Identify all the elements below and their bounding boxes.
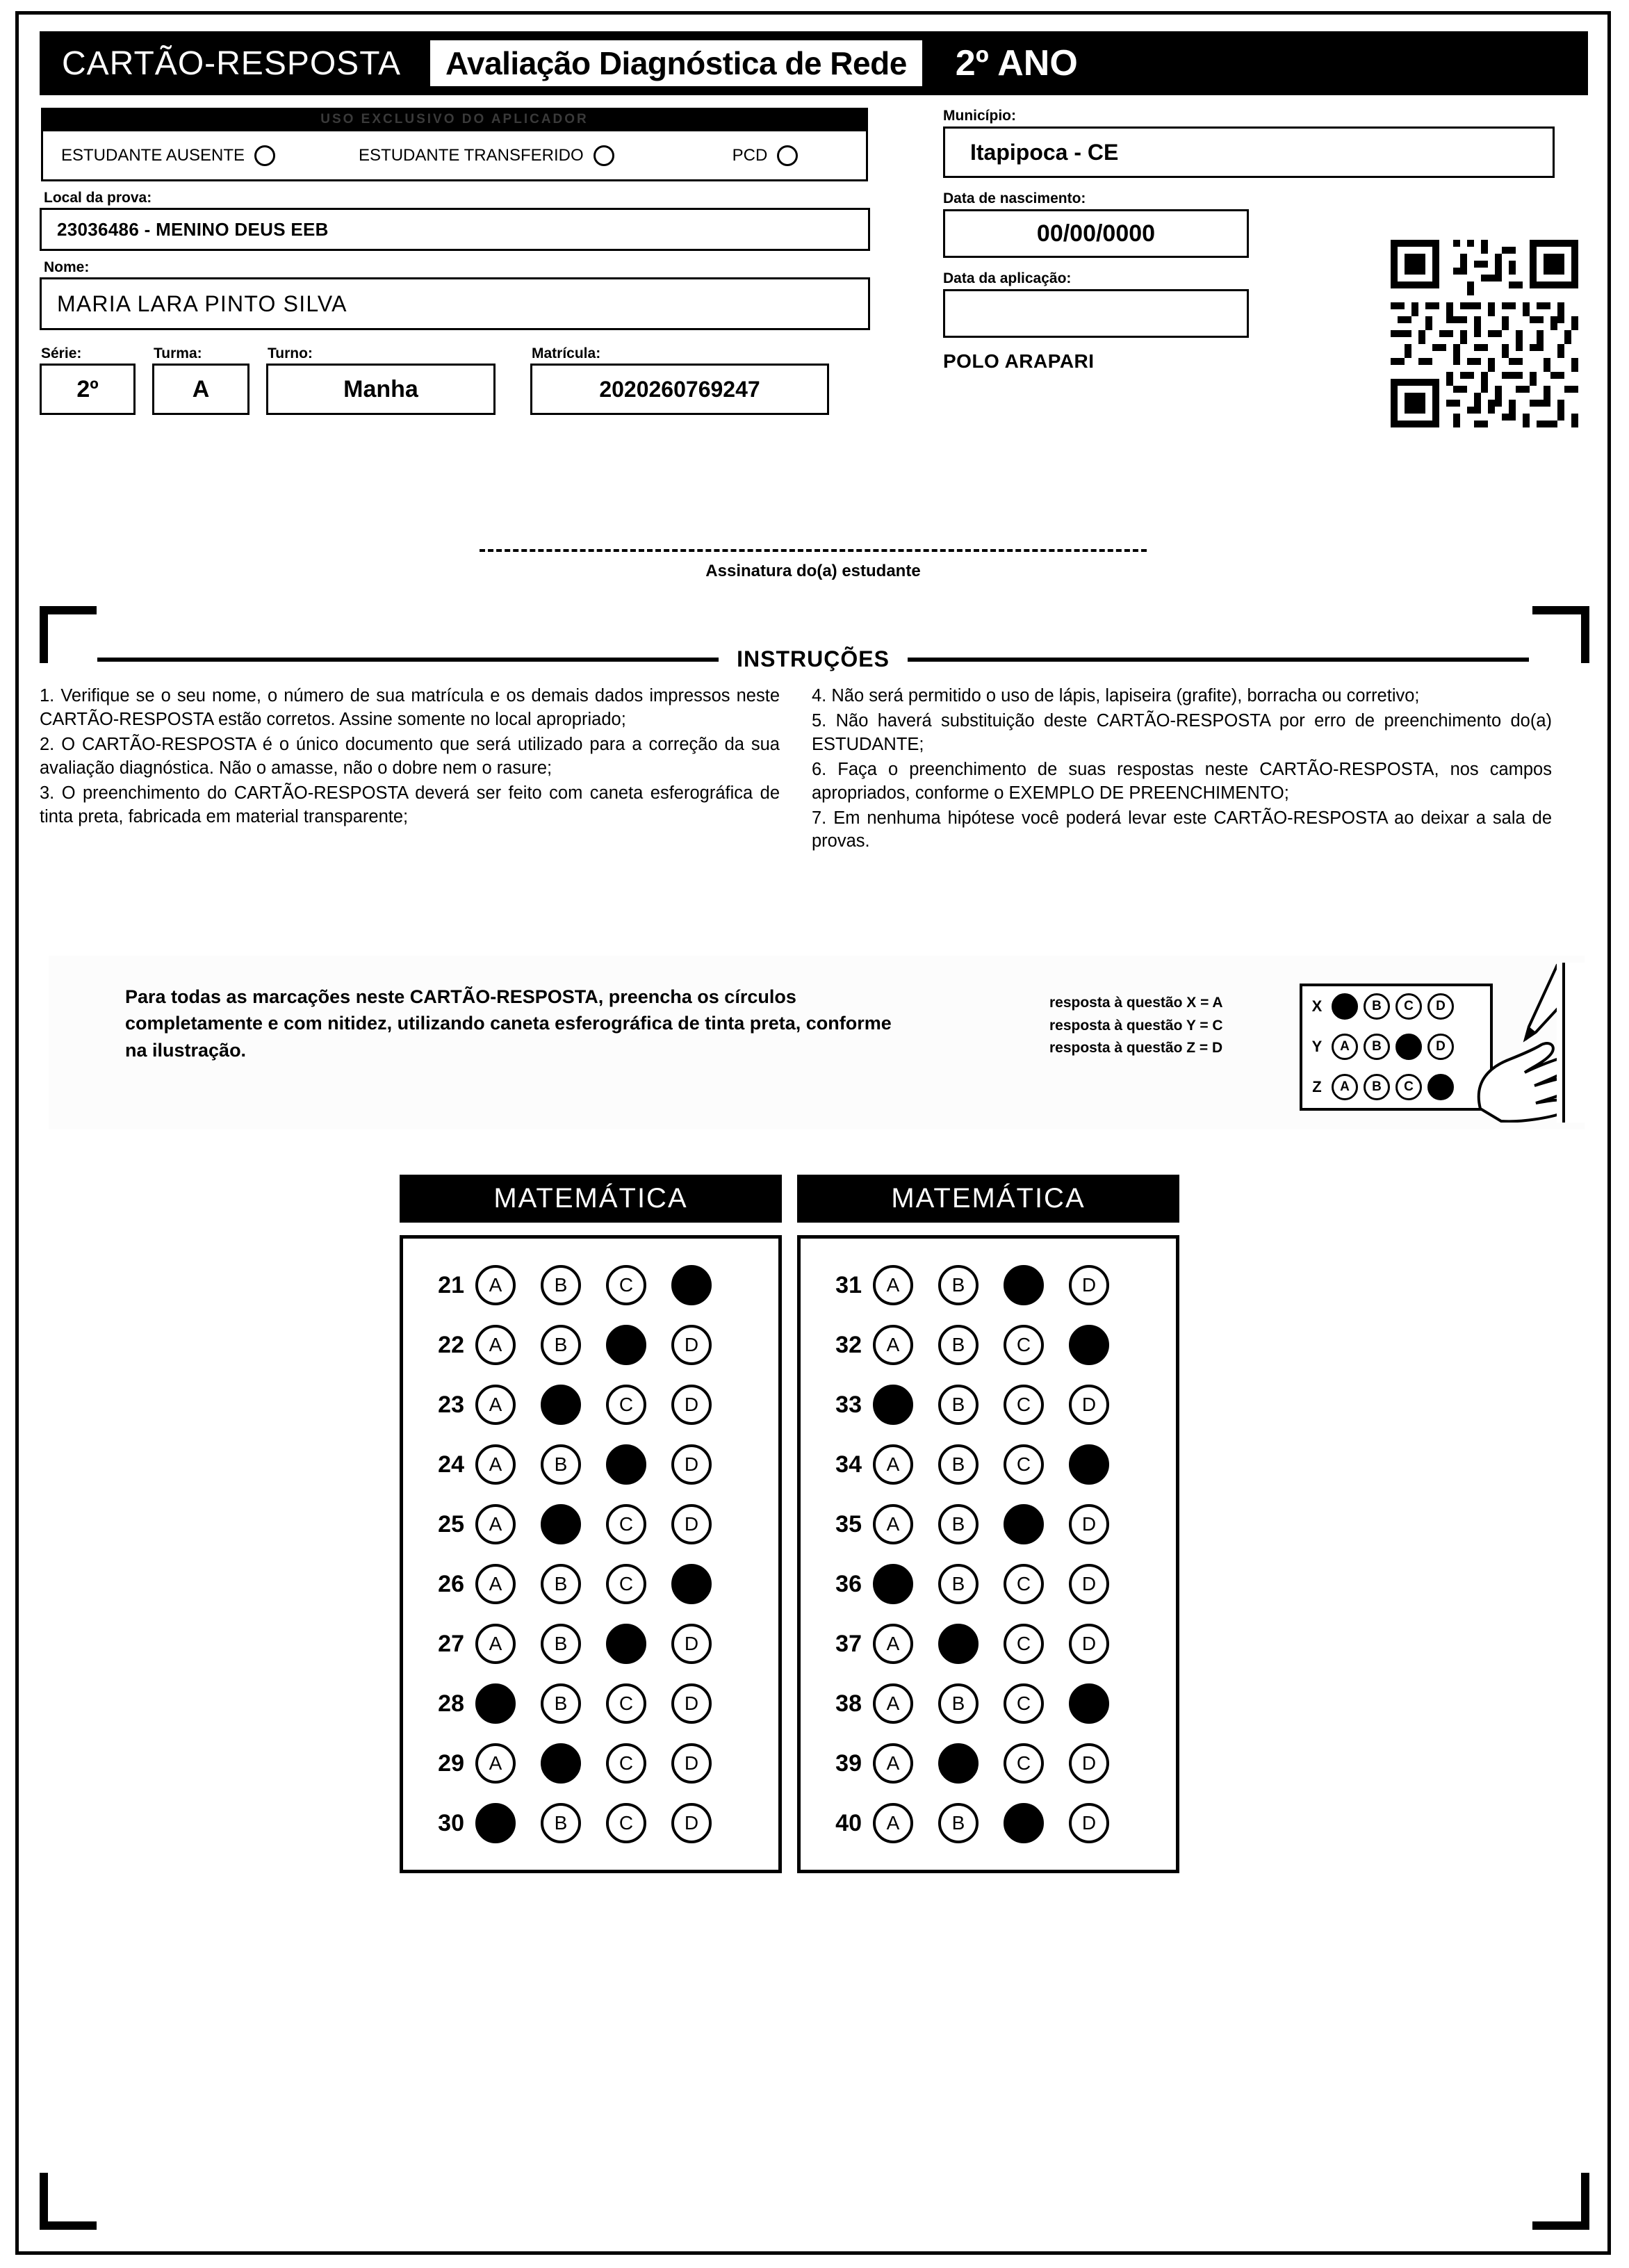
- answer-bubble-c[interactable]: C: [1004, 1444, 1044, 1485]
- answer-bubble-b[interactable]: B: [938, 1385, 979, 1425]
- serie-value: 2º: [40, 364, 136, 415]
- answer-bubble-b[interactable]: B: [541, 1564, 581, 1604]
- answer-row[interactable]: [403, 1674, 778, 1733]
- answer-bubble-c[interactable]: C: [1004, 1564, 1044, 1604]
- answer-bubble-b[interactable]: B: [541, 1265, 581, 1305]
- question-number: 34: [835, 1451, 862, 1478]
- answer-bubble-d[interactable]: D: [671, 1504, 712, 1544]
- answer-bubble-c[interactable]: C: [1004, 1325, 1044, 1365]
- answer-bubble-a[interactable]: [873, 1564, 913, 1604]
- answer-bubble-b[interactable]: [541, 1385, 581, 1425]
- page-header: [40, 31, 1588, 95]
- question-number: 32: [835, 1331, 862, 1358]
- answer-bubble-c[interactable]: C: [1004, 1385, 1044, 1425]
- answer-bubble-c[interactable]: C: [606, 1683, 646, 1724]
- answer-bubble-a[interactable]: A: [475, 1265, 516, 1305]
- transferred-checkbox-group[interactable]: [359, 145, 614, 166]
- instructions-column-right: [812, 685, 1552, 855]
- answer-bubble-b[interactable]: B: [541, 1803, 581, 1843]
- student-info-left: [40, 108, 914, 415]
- answer-bubble-a[interactable]: A: [873, 1683, 913, 1724]
- answer-block-1: [400, 1175, 782, 1873]
- pcd-checkbox-group[interactable]: [732, 145, 799, 166]
- question-number: 25: [438, 1510, 464, 1537]
- matricula-group: [530, 337, 829, 415]
- nome-label: Nome:: [44, 259, 90, 275]
- answer-bubble-c[interactable]: C: [606, 1385, 646, 1425]
- turma-value: A: [152, 364, 249, 415]
- answer-bubble-d[interactable]: [1069, 1325, 1109, 1365]
- question-number: 39: [835, 1749, 862, 1777]
- transferred-label: ESTUDANTE TRANSFERIDO: [359, 145, 584, 165]
- example-bubble: A: [1332, 1074, 1358, 1100]
- answer-bubble-c[interactable]: [606, 1444, 646, 1485]
- transferred-bubble[interactable]: [594, 145, 614, 166]
- turma-group: [152, 337, 249, 415]
- answer-bubble-b[interactable]: B: [541, 1444, 581, 1485]
- answer-bubble-d[interactable]: D: [1069, 1504, 1109, 1544]
- answer-bubble-a[interactable]: A: [475, 1624, 516, 1664]
- answer-bubble-c[interactable]: C: [1004, 1624, 1044, 1664]
- municipio-field: [943, 127, 1555, 178]
- question-number: 31: [835, 1271, 862, 1298]
- question-number: 29: [438, 1749, 464, 1777]
- instruction-item: 7. Em nenhuma hipótese você poderá levar este CARTÃO-RESPOSTA ao deixar a sala de provas.: [812, 808, 1552, 851]
- municipio-label: Município:: [943, 108, 1016, 124]
- applicator-bar: USO EXCLUSIVO DO APLICADOR: [41, 108, 868, 131]
- pcd-bubble[interactable]: [777, 145, 798, 166]
- answer-bubble-a[interactable]: A: [873, 1504, 913, 1544]
- answer-row[interactable]: [403, 1554, 778, 1614]
- hand-with-pen-icon: [1452, 963, 1591, 1123]
- applicator-checkboxes: [41, 131, 868, 181]
- answer-row[interactable]: [801, 1435, 1176, 1494]
- small-fields-row: [40, 337, 914, 415]
- turma-label: Turma:: [154, 345, 202, 361]
- answer-block-title: MATEMÁTICA: [400, 1175, 782, 1223]
- answer-bubble-d[interactable]: D: [671, 1803, 712, 1843]
- answer-row[interactable]: [403, 1494, 778, 1554]
- answer-bubble-d[interactable]: D: [671, 1683, 712, 1724]
- header-exam-title: Avaliação Diagnóstica de Rede: [430, 40, 922, 86]
- answer-bubble-a[interactable]: [475, 1803, 516, 1843]
- answer-bubble-c[interactable]: C: [606, 1504, 646, 1544]
- absent-bubble[interactable]: [254, 145, 275, 166]
- question-number: 40: [835, 1809, 862, 1836]
- example-bubble: D: [1427, 993, 1454, 1020]
- answer-bubble-a[interactable]: [873, 1385, 913, 1425]
- answer-bubble-d[interactable]: [1069, 1444, 1109, 1485]
- answer-bubble-b[interactable]: [541, 1743, 581, 1784]
- answer-bubble-c[interactable]: C: [606, 1743, 646, 1784]
- answer-bubble-a[interactable]: A: [873, 1325, 913, 1365]
- instructions-header: [97, 646, 1529, 672]
- question-number: 27: [438, 1630, 464, 1657]
- example-bubble: B: [1364, 1074, 1390, 1100]
- corner-mark-top-right: [1532, 606, 1589, 663]
- legend-line: resposta à questão Y = C: [1049, 1017, 1223, 1034]
- answer-row[interactable]: [801, 1793, 1176, 1853]
- answer-block-body: [400, 1235, 782, 1873]
- answer-bubble-b[interactable]: [938, 1624, 979, 1664]
- answer-block-2: [797, 1175, 1179, 1873]
- answer-block-title: MATEMÁTICA: [797, 1175, 1179, 1223]
- question-number: 26: [438, 1570, 464, 1597]
- answer-bubble-b[interactable]: B: [541, 1624, 581, 1664]
- legend-line: resposta à questão Z = D: [1049, 1040, 1223, 1057]
- answer-bubble-a[interactable]: A: [873, 1265, 913, 1305]
- answer-row[interactable]: [403, 1255, 778, 1315]
- instruction-item: 4. Não será permitido o uso de lápis, lapiseira (grafite), borracha ou corretivo;: [812, 686, 1420, 705]
- filling-example-legend: [1049, 992, 1223, 1060]
- answer-bubble-a[interactable]: A: [475, 1325, 516, 1365]
- corner-mark-bottom-right: [1532, 2173, 1589, 2230]
- matricula-label: Matrícula:: [532, 345, 601, 361]
- nome-value: MARIA LARA PINTO SILVA: [57, 291, 347, 316]
- answer-bubble-b[interactable]: [541, 1504, 581, 1544]
- absent-checkbox-group[interactable]: [61, 145, 275, 166]
- student-info-right: [943, 108, 1589, 373]
- nascimento-label: Data de nascimento:: [943, 190, 1086, 206]
- answer-bubble-d[interactable]: D: [671, 1444, 712, 1485]
- answer-row[interactable]: [801, 1733, 1176, 1793]
- nascimento-value: 00/00/0000: [1036, 220, 1156, 247]
- aplicacao-label: Data da aplicação:: [943, 270, 1072, 286]
- answer-row[interactable]: [801, 1315, 1176, 1375]
- answer-bubble-d[interactable]: D: [671, 1325, 712, 1365]
- answer-bubble-a[interactable]: A: [475, 1385, 516, 1425]
- answer-bubble-c[interactable]: [1004, 1803, 1044, 1843]
- answer-row[interactable]: [801, 1674, 1176, 1733]
- answer-row[interactable]: [801, 1375, 1176, 1435]
- turno-label: Turno:: [268, 345, 313, 361]
- example-bubble: D: [1427, 1034, 1454, 1060]
- answer-bubble-a[interactable]: A: [475, 1564, 516, 1604]
- answer-bubble-a[interactable]: [475, 1683, 516, 1724]
- aplicacao-field: [943, 289, 1249, 338]
- answer-block-body: [797, 1235, 1179, 1873]
- answer-bubble-d[interactable]: D: [671, 1624, 712, 1664]
- answer-bubble-a[interactable]: A: [873, 1803, 913, 1843]
- answer-bubble-a[interactable]: A: [873, 1743, 913, 1784]
- signature-caption: Assinatura do(a) estudante: [705, 562, 921, 580]
- example-bubble: C: [1395, 1074, 1422, 1100]
- question-number: 23: [438, 1391, 464, 1418]
- answer-bubble-d[interactable]: D: [671, 1743, 712, 1784]
- serie-label: Série:: [41, 345, 82, 361]
- instruction-item: 3. O preenchimento do CARTÃO-RESPOSTA deverá ser feito com caneta esferográfica de tinta preta, fabricada em material transparente;: [40, 783, 780, 826]
- question-number: 33: [835, 1391, 862, 1418]
- answer-bubble-d[interactable]: D: [1069, 1803, 1109, 1843]
- local-label: Local da prova:: [44, 190, 152, 206]
- question-number: 22: [438, 1331, 464, 1358]
- answer-bubble-c[interactable]: C: [606, 1803, 646, 1843]
- legend-line: resposta à questão X = A: [1049, 995, 1223, 1011]
- answer-bubble-c[interactable]: C: [1004, 1743, 1044, 1784]
- filling-example-text: Para todas as marcações neste CARTÃO-RESPOSTA, preencha os círculos completamente e com nitidez, utilizando caneta esferográfica de tinta preta, conforme na ilustração.: [125, 986, 892, 1061]
- example-bubble: A: [1332, 1034, 1358, 1060]
- matricula-value: 2020260769247: [530, 364, 829, 415]
- answer-bubble-c[interactable]: [1004, 1265, 1044, 1305]
- turno-group: [266, 337, 496, 415]
- instructions-title: INSTRUÇÕES: [737, 646, 890, 671]
- example-bubble: B: [1364, 1034, 1390, 1060]
- signature-area: [480, 549, 1147, 581]
- answer-row[interactable]: [801, 1554, 1176, 1614]
- example-bubble: [1332, 993, 1358, 1020]
- header-grade: 2º ANO: [955, 43, 1078, 83]
- answer-bubble-a[interactable]: A: [475, 1444, 516, 1485]
- answer-bubble-d[interactable]: D: [1069, 1265, 1109, 1305]
- example-bubble: C: [1395, 993, 1422, 1020]
- question-number: 28: [438, 1690, 464, 1717]
- answer-bubble-b[interactable]: [938, 1743, 979, 1784]
- question-number: 38: [835, 1690, 862, 1717]
- example-bubble: [1427, 1074, 1454, 1100]
- turno-value: Manha: [266, 364, 496, 415]
- instruction-item: 2. O CARTÃO-RESPOSTA é o único documento que será utilizado para a correção da sua avaliação diagnóstica. Não o amasse, não o dobre nem o rasure;: [40, 734, 780, 778]
- pcd-label: PCD: [732, 145, 768, 165]
- example-bubble: [1395, 1034, 1422, 1060]
- local-field: [40, 208, 870, 251]
- nome-field: [40, 277, 870, 330]
- answer-row[interactable]: [403, 1793, 778, 1853]
- example-row-label: Y: [1311, 1038, 1323, 1055]
- question-number: 36: [835, 1570, 862, 1597]
- answer-bubble-b[interactable]: B: [541, 1683, 581, 1724]
- answer-bubble-d[interactable]: D: [1069, 1385, 1109, 1425]
- answer-bubble-d[interactable]: D: [1069, 1564, 1109, 1604]
- answer-bubble-a[interactable]: A: [873, 1624, 913, 1664]
- absent-label: ESTUDANTE AUSENTE: [61, 145, 245, 165]
- answer-bubble-a[interactable]: A: [873, 1444, 913, 1485]
- qr-code-icon: [1391, 240, 1578, 427]
- answer-bubble-d[interactable]: D: [671, 1385, 712, 1425]
- instruction-item: 1. Verifique se o seu nome, o número de sua matrícula e os demais dados impressos neste CARTÃO-RESPOSTA estão corretos. Assine somente no local apropriado;: [40, 686, 780, 729]
- answer-row[interactable]: [403, 1733, 778, 1793]
- answer-bubble-c[interactable]: [606, 1624, 646, 1664]
- question-number: 35: [835, 1510, 862, 1537]
- question-number: 30: [438, 1809, 464, 1836]
- answer-bubble-b[interactable]: B: [938, 1564, 979, 1604]
- instructions-column-left: [40, 685, 780, 855]
- student-info-section: [40, 108, 1588, 497]
- answer-bubble-b[interactable]: B: [938, 1265, 979, 1305]
- answer-bubble-c[interactable]: C: [606, 1265, 646, 1305]
- instructions-body: [40, 685, 1589, 855]
- answer-bubble-c[interactable]: C: [1004, 1683, 1044, 1724]
- answer-blocks: [400, 1175, 1185, 1873]
- answer-bubble-a[interactable]: A: [475, 1504, 516, 1544]
- answer-row[interactable]: [403, 1315, 778, 1375]
- corner-mark-bottom-left: [40, 2173, 97, 2230]
- serie-group: [40, 337, 136, 415]
- question-number: 24: [438, 1451, 464, 1478]
- answer-bubble-d[interactable]: [1069, 1683, 1109, 1724]
- answer-bubble-b[interactable]: B: [938, 1444, 979, 1485]
- answer-row[interactable]: [801, 1494, 1176, 1554]
- answer-bubble-b[interactable]: B: [938, 1504, 979, 1544]
- answer-bubble-d[interactable]: [671, 1564, 712, 1604]
- example-row-label: X: [1311, 997, 1323, 1015]
- instructions-rule-right: [908, 658, 1529, 662]
- answer-bubble-c[interactable]: [1004, 1504, 1044, 1544]
- instructions-rule-left: [97, 658, 719, 662]
- example-bubble: B: [1364, 993, 1390, 1020]
- answer-bubble-b[interactable]: B: [938, 1683, 979, 1724]
- signature-line: [480, 549, 1147, 552]
- answer-row[interactable]: [403, 1375, 778, 1435]
- header-left-title: CARTÃO-RESPOSTA: [62, 44, 401, 82]
- answer-bubble-b[interactable]: B: [541, 1325, 581, 1365]
- local-value: 23036486 - MENINO DEUS EEB: [57, 218, 329, 240]
- answer-bubble-a[interactable]: A: [475, 1743, 516, 1784]
- answer-bubble-d[interactable]: D: [1069, 1624, 1109, 1664]
- answer-row[interactable]: [801, 1614, 1176, 1674]
- nascimento-field: [943, 209, 1249, 258]
- answer-bubble-c[interactable]: [606, 1325, 646, 1365]
- answer-bubble-b[interactable]: B: [938, 1325, 979, 1365]
- corner-mark-top-left: [40, 606, 97, 663]
- answer-bubble-d[interactable]: D: [1069, 1743, 1109, 1784]
- polo-value: POLO ARAPARI: [943, 350, 1095, 372]
- answer-row[interactable]: [403, 1435, 778, 1494]
- question-number: 37: [835, 1630, 862, 1657]
- municipio-value: Itapipoca - CE: [970, 139, 1119, 165]
- instruction-item: 5. Não haverá substituição deste CARTÃO-RESPOSTA por erro de preenchimento do(a) ESTUDANTE;: [812, 710, 1552, 754]
- example-row-label: Z: [1312, 1078, 1322, 1095]
- filling-example-section: [49, 956, 1585, 1129]
- answer-bubble-c[interactable]: C: [606, 1564, 646, 1604]
- answer-bubble-d[interactable]: [671, 1265, 712, 1305]
- question-number: 21: [438, 1271, 464, 1298]
- answer-bubble-b[interactable]: B: [938, 1803, 979, 1843]
- answer-row[interactable]: [801, 1255, 1176, 1315]
- answer-row[interactable]: [403, 1614, 778, 1674]
- instruction-item: 6. Faça o preenchimento de suas respostas neste CARTÃO-RESPOSTA, nos campos apropriados, conforme o EXEMPLO DE PREENCHIMENTO;: [812, 759, 1552, 803]
